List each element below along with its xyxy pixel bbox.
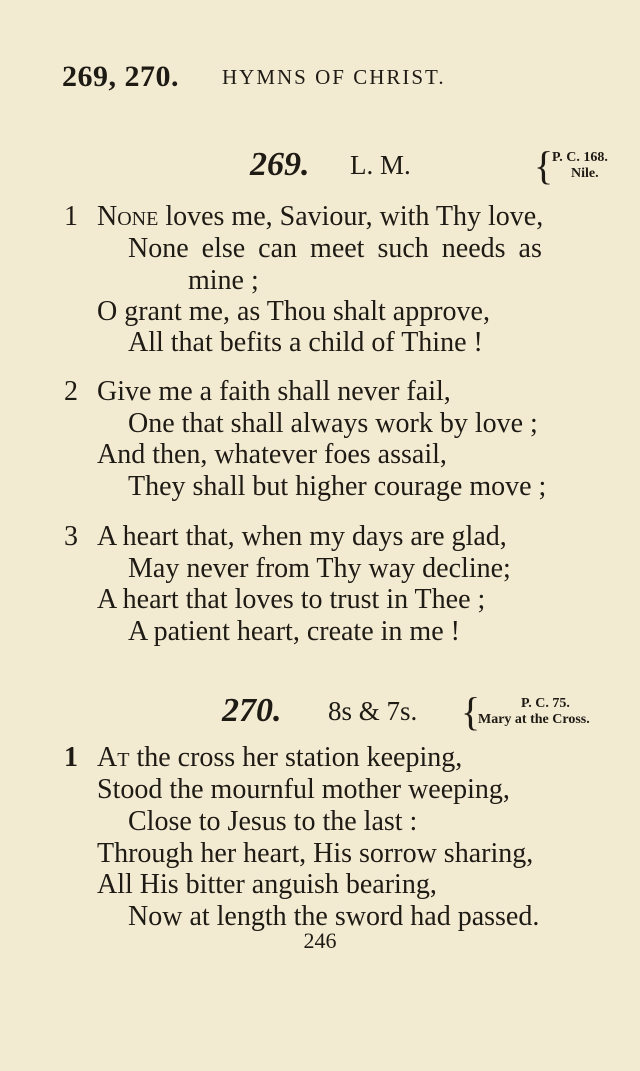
verse-line	[97, 742, 462, 774]
running-head-title: HYMNS OF CHRIST.	[222, 65, 446, 89]
tune-name: Nile.	[571, 166, 599, 181]
hymn-number: 270.	[222, 692, 282, 729]
verse-line: Close to Jesus to the last :	[128, 806, 418, 837]
running-head	[62, 60, 620, 94]
tune-name: Mary at the Cross.	[478, 712, 590, 727]
verse-line: mine ;	[188, 265, 259, 296]
verse-line: Through her heart, His sorrow sharing,	[97, 838, 534, 869]
verse-line: And then, whatever foes assail,	[97, 439, 447, 470]
verse-lead-word: At	[97, 742, 130, 773]
verse-line: May never from Thy way decline;	[128, 553, 511, 584]
verse-line: They shall but higher courage move ;	[128, 471, 547, 502]
verse-line	[97, 201, 543, 233]
verse-number: 2	[64, 376, 78, 407]
verse-number: 1	[64, 201, 78, 232]
tune-reference: P. C. 168.	[552, 150, 608, 165]
verse-number: 1	[64, 742, 78, 773]
verse-line: O grant me, as Thou shalt approve,	[97, 296, 490, 327]
verse-line: A heart that loves to trust in Thee ;	[97, 584, 486, 615]
hymn-meter: L. M.	[350, 150, 411, 180]
verse-line: All His bitter anguish bearing,	[97, 869, 437, 900]
hymn-number: 269.	[250, 146, 310, 183]
tune-reference: P. C. 75.	[521, 696, 570, 711]
verse-line-text: loves me, Saviour, with Thy love,	[158, 201, 544, 232]
verse-line: Now at length the sword had passed.	[128, 901, 540, 932]
brace-icon: {	[534, 143, 554, 188]
running-head-numbers: 269, 270.	[62, 60, 179, 93]
verse-lead-word: None	[97, 201, 159, 232]
hymn-270-header	[0, 689, 640, 736]
verse-line: One that shall always work by love ;	[128, 408, 538, 439]
verse-line: Give me a faith shall never fail,	[97, 376, 451, 407]
verse-line: A patient heart, create in me !	[128, 616, 460, 647]
hymn-meter: 8s & 7s.	[328, 696, 418, 726]
verse-line-text: the cross her station keeping,	[129, 742, 463, 773]
verse-line: None else can meet such needs as	[128, 233, 542, 264]
brace-icon: {	[461, 689, 481, 734]
verse-number: 3	[64, 521, 78, 552]
verse-line: A heart that, when my days are glad,	[97, 521, 507, 552]
hymn-269-header	[0, 143, 640, 190]
verse-line: Stood the mournful mother weeping,	[97, 774, 510, 805]
verse-line: All that befits a child of Thine !	[128, 327, 483, 358]
page-number: 246	[303, 928, 337, 953]
